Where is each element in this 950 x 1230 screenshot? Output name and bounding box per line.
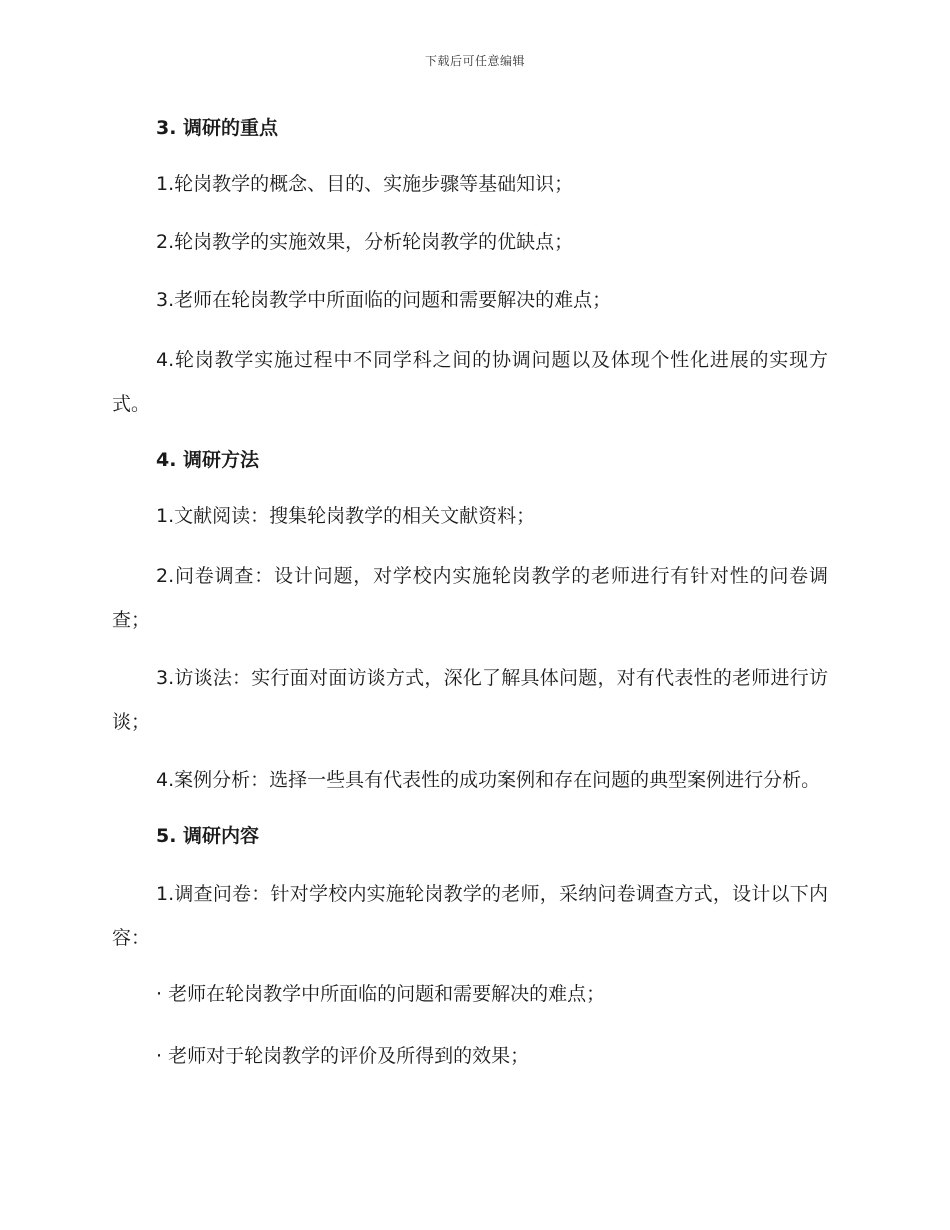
section-4-item-2: 2.问卷调查：设计问题，对学校内实施轮岗教学的老师进行有针对性的问卷调查； [112,565,828,631]
section-5-bullet-1: · 老师在轮岗教学中所面临的问题和需要解决的难点； [156,983,606,1005]
section-3-item-1: 1.轮岗教学的概念、目的、实施步骤等基础知识； [156,173,574,195]
page-header: 下载后可任意编辑 [424,54,525,68]
section-4-item-3: 3.访谈法：实行面对面访谈方式，深化了解具体问题，对有代表性的老师进行访谈； [112,667,828,733]
section-5-bullet-2: · 老师对于轮岗教学的评价及所得到的效果； [156,1045,530,1067]
section-4-item-4: 4.案例分析：选择一些具有代表性的成功案例和存在问题的典型案例进行分析。 [156,769,821,791]
document-body [112,108,828,1098]
section-3-item-4: 4.轮岗教学实施过程中不同学科之间的协调问题以及体现个性化进展的实现方式。 [112,349,828,415]
section-5-intro: 1.调查问卷：针对学校内实施轮岗教学的老师，采纳问卷调查方式，设计以下内容： [112,883,828,949]
section-3-item-3: 3.老师在轮岗教学中所面临的问题和需要解决的难点； [156,289,612,311]
section-heading-5: 5. 调研内容 [156,825,260,847]
section-heading-4: 4. 调研方法 [156,449,260,471]
section-heading-3: 3. 调研的重点 [156,117,279,139]
section-4-item-1: 1.文献阅读：搜集轮岗教学的相关文献资料； [156,505,536,527]
section-3-item-2: 2.轮岗教学的实施效果，分析轮岗教学的优缺点； [156,231,574,253]
